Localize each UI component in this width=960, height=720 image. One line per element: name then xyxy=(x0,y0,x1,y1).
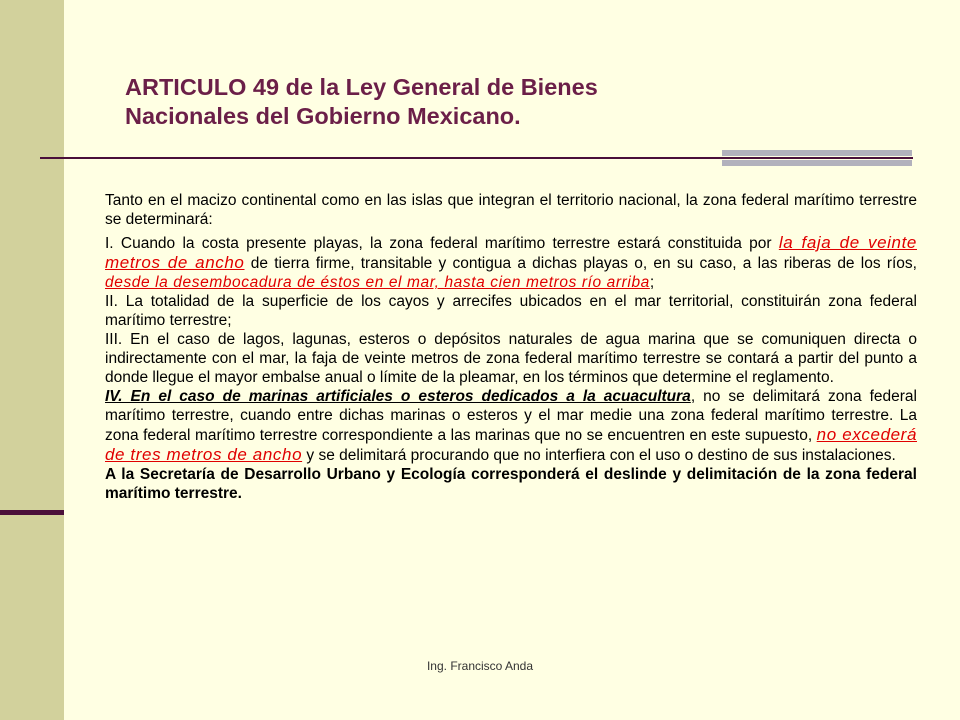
closing-statement: A la Secretaría de Desarrollo Urbano y Ecología corresponderá el deslinde y delimitación de la zona federal marítimo terrestre. xyxy=(105,466,917,502)
divider-accent-block xyxy=(722,150,912,166)
sidebar-accent-line xyxy=(0,510,64,515)
footer-author: Ing. Francisco Anda xyxy=(426,659,534,673)
item-4-heading: IV. En el caso de marinas artificiales o esteros dedicados a la acuacultura xyxy=(105,388,691,405)
item-1-highlight-river: desde la desembocadura de éstos en el mar, hasta cien metros río arriba xyxy=(105,274,650,291)
sidebar-decoration xyxy=(0,0,64,720)
item-1-text-a: I. Cuando la costa presente playas, la zona federal marítimo terrestre estará constituida por xyxy=(105,235,779,252)
title-line-2: Nacionales del Gobierno Mexicano. xyxy=(125,103,521,129)
title-line-1: ARTICULO 49 de la Ley General de Bienes xyxy=(125,74,598,100)
item-1-text-b: de tierra firme, transitable y contigua a dichas playas o, en su caso, a las riberas de los ríos, xyxy=(244,255,917,272)
item-3: III. En el caso de lagos, lagunas, esteros o depósitos naturales de agua marina que se comuniquen directa o indirectamente con el mar, la faja de veinte metros de zona federal marítimo terrestre se contará a partir del punto a donde llegue el mayor embalse anual o límite de la pleamar, en los términos que determine el reglamento. xyxy=(105,331,917,386)
intro-paragraph: Tanto en el macizo continental como en las islas que integran el territorio nacional, la zona federal marítimo terrestre se determinará: xyxy=(105,192,917,228)
slide-title xyxy=(125,73,905,131)
item-1 xyxy=(105,233,917,292)
item-4 xyxy=(105,387,917,465)
item-1-highlight-width: la faja de veinte metros de ancho xyxy=(105,233,917,272)
item-4-text-b: y se delimitará procurando que no interfiera con el uso o destino de sus instalaciones. xyxy=(302,447,896,464)
item-1-text-c: ; xyxy=(649,274,655,291)
item-4-text-a: , no se delimitará zona federal marítimo terrestre, cuando entre dichas marinas o esteros y el mar medie una zona federal marítimo terrestre. La zona federal marítimo terrestre correspondiente a las marinas que no se encuentren en este supuesto, xyxy=(105,388,917,444)
article-body xyxy=(105,191,917,503)
item-2: II. La totalidad de la superficie de los cayos y arrecifes ubicados en el mar territorial, constituirán zona federal marítimo terrestre; xyxy=(105,293,917,329)
item-4-highlight: no excederá de tres metros de ancho xyxy=(105,425,917,464)
